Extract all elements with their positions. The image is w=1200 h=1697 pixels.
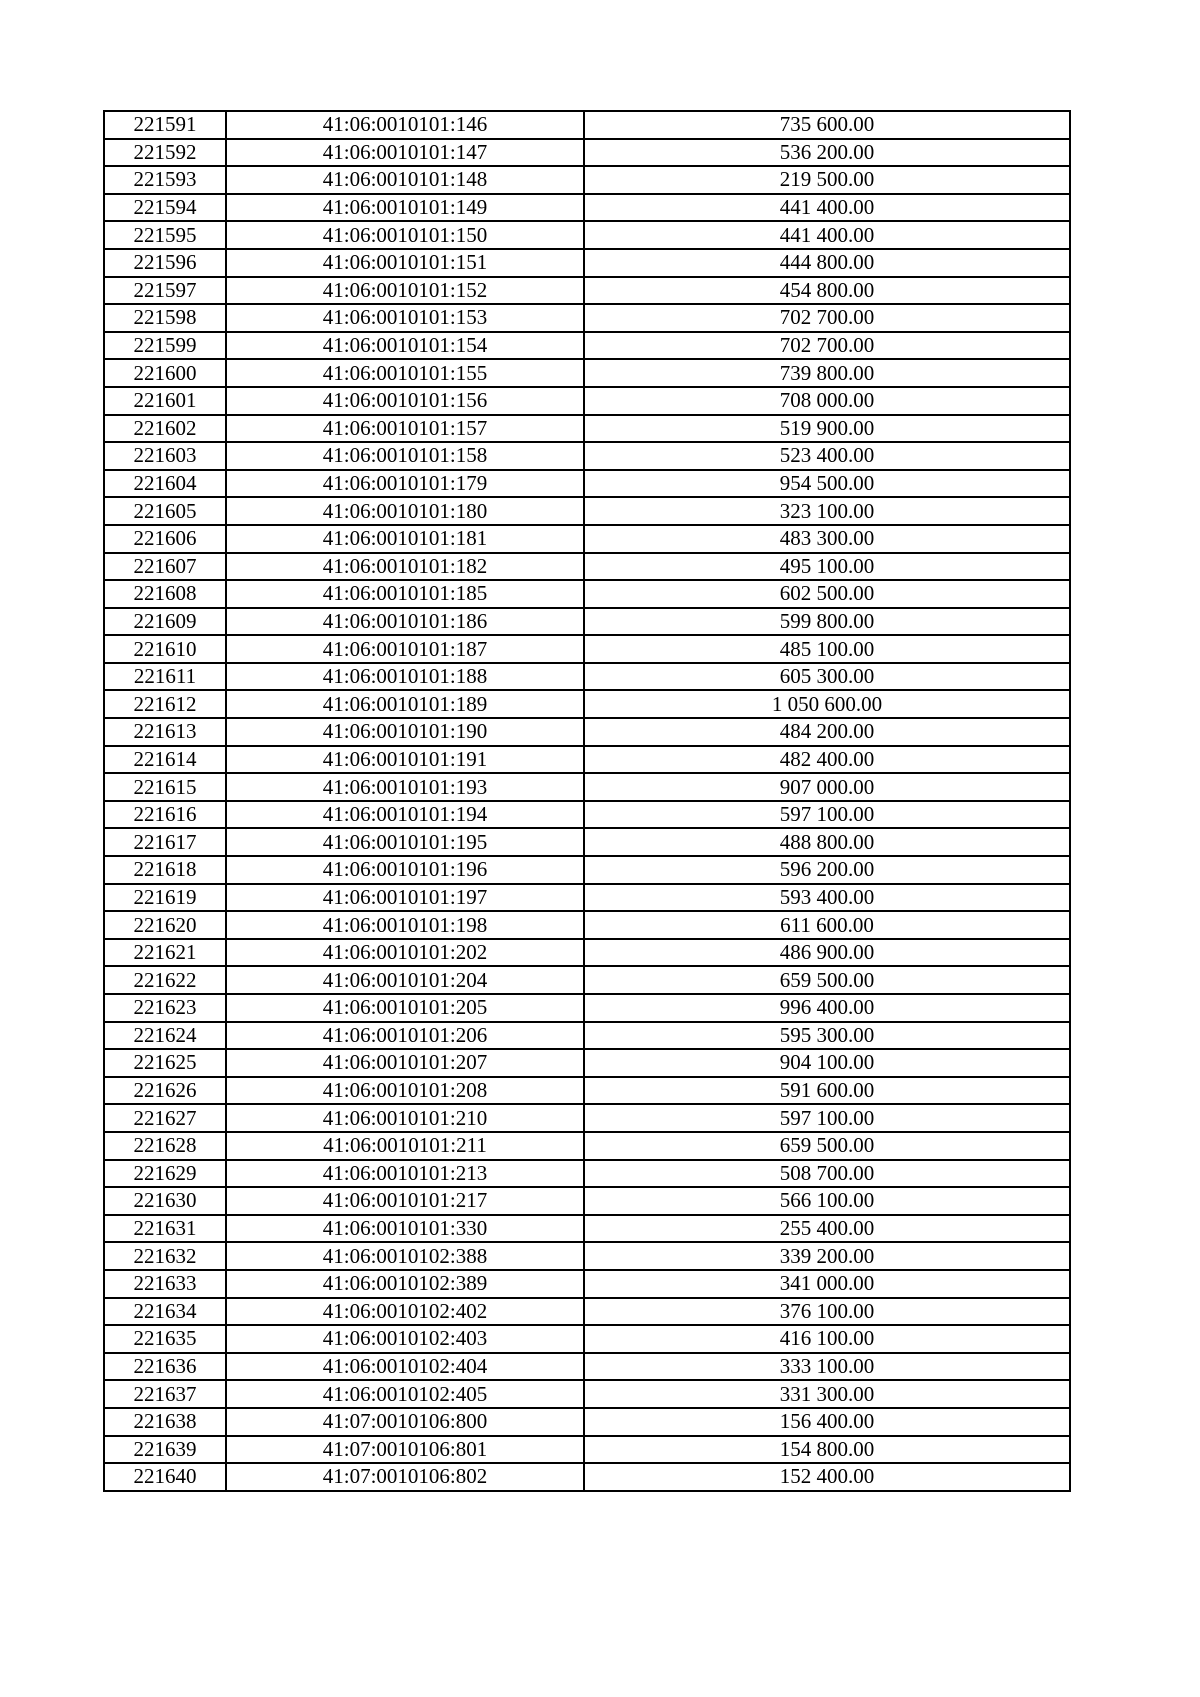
cadastral-value-cell: 599 800.00 [584, 608, 1070, 636]
row-number-cell: 221595 [104, 221, 226, 249]
row-number-cell: 221640 [104, 1463, 226, 1491]
cadastral-number-cell: 41:06:0010101:198 [226, 911, 584, 939]
cadastral-number-cell: 41:06:0010101:152 [226, 277, 584, 305]
table-row [104, 442, 1070, 470]
row-number-cell: 221593 [104, 166, 226, 194]
row-number-cell: 221611 [104, 663, 226, 691]
row-number-cell: 221637 [104, 1380, 226, 1408]
cadastral-value-cell: 659 500.00 [584, 966, 1070, 994]
cadastral-value-cell: 954 500.00 [584, 470, 1070, 498]
row-number-cell: 221591 [104, 111, 226, 139]
cadastral-value-cell: 152 400.00 [584, 1463, 1070, 1491]
cadastral-number-cell: 41:06:0010101:180 [226, 497, 584, 525]
cadastral-number-cell: 41:06:0010101:204 [226, 966, 584, 994]
table-row [104, 1380, 1070, 1408]
table-row [104, 718, 1070, 746]
row-number-cell: 221619 [104, 884, 226, 912]
cadastral-number-cell: 41:06:0010101:186 [226, 608, 584, 636]
cadastral-number-cell: 41:06:0010101:150 [226, 221, 584, 249]
cadastral-number-cell: 41:06:0010101:191 [226, 746, 584, 774]
cadastral-number-cell: 41:06:0010101:208 [226, 1077, 584, 1105]
cadastral-number-cell: 41:06:0010102:388 [226, 1242, 584, 1270]
table-row [104, 1022, 1070, 1050]
table-row [104, 773, 1070, 801]
table-row [104, 359, 1070, 387]
cadastral-value-cell: 483 300.00 [584, 525, 1070, 553]
cadastral-number-cell: 41:06:0010101:187 [226, 635, 584, 663]
table-row [104, 801, 1070, 829]
cadastral-value-cell: 255 400.00 [584, 1215, 1070, 1243]
cadastral-number-cell: 41:06:0010101:157 [226, 415, 584, 443]
row-number-cell: 221598 [104, 304, 226, 332]
row-number-cell: 221638 [104, 1408, 226, 1436]
cadastral-value-cell: 508 700.00 [584, 1160, 1070, 1188]
table-row [104, 828, 1070, 856]
cadastral-number-cell: 41:06:0010101:153 [226, 304, 584, 332]
row-number-cell: 221608 [104, 580, 226, 608]
cadastral-number-cell: 41:06:0010101:196 [226, 856, 584, 884]
row-number-cell: 221627 [104, 1104, 226, 1132]
table-row [104, 911, 1070, 939]
table-row [104, 939, 1070, 967]
row-number-cell: 221601 [104, 387, 226, 415]
cadastral-value-cell: 1 050 600.00 [584, 690, 1070, 718]
cadastral-number-cell: 41:06:0010101:207 [226, 1049, 584, 1077]
cadastral-value-cell: 702 700.00 [584, 332, 1070, 360]
cadastral-number-cell: 41:06:0010101:330 [226, 1215, 584, 1243]
table-row [104, 1353, 1070, 1381]
cadastral-value-cell: 444 800.00 [584, 249, 1070, 277]
table-row [104, 856, 1070, 884]
row-number-cell: 221597 [104, 277, 226, 305]
cadastral-value-cell: 441 400.00 [584, 221, 1070, 249]
cadastral-value-cell: 659 500.00 [584, 1132, 1070, 1160]
cadastral-value-cell: 519 900.00 [584, 415, 1070, 443]
cadastral-value-cell: 605 300.00 [584, 663, 1070, 691]
row-number-cell: 221603 [104, 442, 226, 470]
row-number-cell: 221592 [104, 139, 226, 167]
cadastral-value-cell: 376 100.00 [584, 1298, 1070, 1326]
table-row [104, 966, 1070, 994]
cadastral-value-cell: 907 000.00 [584, 773, 1070, 801]
cadastral-number-cell: 41:06:0010101:149 [226, 194, 584, 222]
table-row [104, 332, 1070, 360]
row-number-cell: 221623 [104, 994, 226, 1022]
row-number-cell: 221629 [104, 1160, 226, 1188]
row-number-cell: 221616 [104, 801, 226, 829]
table-row [104, 1463, 1070, 1491]
row-number-cell: 221613 [104, 718, 226, 746]
cadastral-number-cell: 41:06:0010102:405 [226, 1380, 584, 1408]
cadastral-number-cell: 41:06:0010101:154 [226, 332, 584, 360]
cadastral-value-cell: 333 100.00 [584, 1353, 1070, 1381]
table-row [104, 553, 1070, 581]
cadastral-value-cell: 154 800.00 [584, 1436, 1070, 1464]
table-row [104, 111, 1070, 139]
row-number-cell: 221633 [104, 1270, 226, 1298]
row-number-cell: 221626 [104, 1077, 226, 1105]
table-row [104, 277, 1070, 305]
cadastral-number-cell: 41:06:0010101:189 [226, 690, 584, 718]
table-row [104, 1215, 1070, 1243]
cadastral-value-cell: 593 400.00 [584, 884, 1070, 912]
table-row [104, 194, 1070, 222]
cadastral-number-cell: 41:06:0010101:193 [226, 773, 584, 801]
cadastral-number-cell: 41:06:0010101:181 [226, 525, 584, 553]
cadastral-value-cell: 523 400.00 [584, 442, 1070, 470]
row-number-cell: 221604 [104, 470, 226, 498]
table-row [104, 1104, 1070, 1132]
row-number-cell: 221606 [104, 525, 226, 553]
table-row [104, 387, 1070, 415]
cadastral-number-cell: 41:06:0010101:197 [226, 884, 584, 912]
cadastral-value-cell: 596 200.00 [584, 856, 1070, 884]
row-number-cell: 221630 [104, 1187, 226, 1215]
table-row [104, 470, 1070, 498]
table-row [104, 1132, 1070, 1160]
row-number-cell: 221632 [104, 1242, 226, 1270]
row-number-cell: 221625 [104, 1049, 226, 1077]
row-number-cell: 221618 [104, 856, 226, 884]
cadastral-value-cell: 566 100.00 [584, 1187, 1070, 1215]
row-number-cell: 221615 [104, 773, 226, 801]
row-number-cell: 221635 [104, 1325, 226, 1353]
cadastral-value-cell: 996 400.00 [584, 994, 1070, 1022]
cadastral-number-cell: 41:06:0010101:156 [226, 387, 584, 415]
cadastral-number-cell: 41:07:0010106:800 [226, 1408, 584, 1436]
cadastral-number-cell: 41:06:0010102:389 [226, 1270, 584, 1298]
table-row [104, 1160, 1070, 1188]
cadastral-number-cell: 41:06:0010101:182 [226, 553, 584, 581]
cadastral-value-cell: 495 100.00 [584, 553, 1070, 581]
cadastral-value-cell: 602 500.00 [584, 580, 1070, 608]
cadastral-value-cell: 904 100.00 [584, 1049, 1070, 1077]
row-number-cell: 221599 [104, 332, 226, 360]
cadastral-number-cell: 41:06:0010101:210 [226, 1104, 584, 1132]
table-row [104, 1077, 1070, 1105]
table-row [104, 608, 1070, 636]
table-row [104, 497, 1070, 525]
table-row [104, 1270, 1070, 1298]
row-number-cell: 221639 [104, 1436, 226, 1464]
cadastral-value-cell: 485 100.00 [584, 635, 1070, 663]
cadastral-number-cell: 41:06:0010101:195 [226, 828, 584, 856]
table-row [104, 635, 1070, 663]
row-number-cell: 221636 [104, 1353, 226, 1381]
cadastral-value-cell: 536 200.00 [584, 139, 1070, 167]
row-number-cell: 221634 [104, 1298, 226, 1326]
row-number-cell: 221612 [104, 690, 226, 718]
table-row [104, 139, 1070, 167]
cadastral-number-cell: 41:06:0010101:185 [226, 580, 584, 608]
cadastral-value-cell: 416 100.00 [584, 1325, 1070, 1353]
cadastral-number-cell: 41:07:0010106:802 [226, 1463, 584, 1491]
row-number-cell: 221594 [104, 194, 226, 222]
cadastral-value-cell: 441 400.00 [584, 194, 1070, 222]
cadastral-number-cell: 41:06:0010101:188 [226, 663, 584, 691]
cadastral-number-cell: 41:06:0010101:179 [226, 470, 584, 498]
cadastral-number-cell: 41:06:0010101:155 [226, 359, 584, 387]
cadastral-value-cell: 597 100.00 [584, 801, 1070, 829]
cadastral-value-cell: 597 100.00 [584, 1104, 1070, 1132]
cadastral-number-cell: 41:06:0010101:211 [226, 1132, 584, 1160]
cadastral-value-cell: 484 200.00 [584, 718, 1070, 746]
cadastral-number-cell: 41:06:0010101:206 [226, 1022, 584, 1050]
cadastral-number-cell: 41:06:0010101:190 [226, 718, 584, 746]
cadastral-value-cell: 702 700.00 [584, 304, 1070, 332]
row-number-cell: 221631 [104, 1215, 226, 1243]
row-number-cell: 221622 [104, 966, 226, 994]
row-number-cell: 221609 [104, 608, 226, 636]
cadastral-number-cell: 41:06:0010101:151 [226, 249, 584, 277]
table-row [104, 249, 1070, 277]
table-row [104, 663, 1070, 691]
cadastral-number-cell: 41:06:0010101:217 [226, 1187, 584, 1215]
table-row [104, 690, 1070, 718]
row-number-cell: 221628 [104, 1132, 226, 1160]
table-row [104, 580, 1070, 608]
cadastral-value-cell: 708 000.00 [584, 387, 1070, 415]
cadastral-value-cell: 339 200.00 [584, 1242, 1070, 1270]
table-row [104, 1325, 1070, 1353]
cadastral-number-cell: 41:06:0010101:146 [226, 111, 584, 139]
row-number-cell: 221614 [104, 746, 226, 774]
row-number-cell: 221624 [104, 1022, 226, 1050]
row-number-cell: 221610 [104, 635, 226, 663]
table-row [104, 1049, 1070, 1077]
table-row [104, 415, 1070, 443]
cadastral-value-cell: 591 600.00 [584, 1077, 1070, 1105]
cadastral-value-cell: 323 100.00 [584, 497, 1070, 525]
row-number-cell: 221602 [104, 415, 226, 443]
table-row [104, 221, 1070, 249]
cadastral-value-cell: 595 300.00 [584, 1022, 1070, 1050]
cadastral-number-cell: 41:06:0010101:158 [226, 442, 584, 470]
table-body [104, 111, 1070, 1491]
row-number-cell: 221596 [104, 249, 226, 277]
cadastral-value-cell: 156 400.00 [584, 1408, 1070, 1436]
cadastral-value-cell: 331 300.00 [584, 1380, 1070, 1408]
table-row [104, 304, 1070, 332]
table-row [104, 884, 1070, 912]
cadastral-number-cell: 41:06:0010102:403 [226, 1325, 584, 1353]
cadastral-value-cell: 488 800.00 [584, 828, 1070, 856]
cadastral-value-cell: 735 600.00 [584, 111, 1070, 139]
cadastral-value-cell: 341 000.00 [584, 1270, 1070, 1298]
table-row [104, 166, 1070, 194]
table-row [104, 1408, 1070, 1436]
row-number-cell: 221620 [104, 911, 226, 939]
cadastral-number-cell: 41:06:0010101:202 [226, 939, 584, 967]
cadastral-value-table [103, 110, 1071, 1492]
row-number-cell: 221621 [104, 939, 226, 967]
cadastral-number-cell: 41:06:0010101:194 [226, 801, 584, 829]
cadastral-number-cell: 41:06:0010101:147 [226, 139, 584, 167]
cadastral-number-cell: 41:06:0010102:404 [226, 1353, 584, 1381]
cadastral-number-cell: 41:07:0010106:801 [226, 1436, 584, 1464]
cadastral-number-cell: 41:06:0010101:148 [226, 166, 584, 194]
row-number-cell: 221607 [104, 553, 226, 581]
cadastral-value-cell: 739 800.00 [584, 359, 1070, 387]
table-row [104, 525, 1070, 553]
cadastral-value-cell: 219 500.00 [584, 166, 1070, 194]
table-row [104, 1436, 1070, 1464]
cadastral-value-cell: 482 400.00 [584, 746, 1070, 774]
table-row [104, 1187, 1070, 1215]
cadastral-number-cell: 41:06:0010102:402 [226, 1298, 584, 1326]
row-number-cell: 221605 [104, 497, 226, 525]
cadastral-value-cell: 486 900.00 [584, 939, 1070, 967]
table-row [104, 994, 1070, 1022]
table-row [104, 746, 1070, 774]
table-row [104, 1298, 1070, 1326]
cadastral-value-cell: 611 600.00 [584, 911, 1070, 939]
table-row [104, 1242, 1070, 1270]
cadastral-number-cell: 41:06:0010101:213 [226, 1160, 584, 1188]
cadastral-value-cell: 454 800.00 [584, 277, 1070, 305]
cadastral-number-cell: 41:06:0010101:205 [226, 994, 584, 1022]
row-number-cell: 221617 [104, 828, 226, 856]
row-number-cell: 221600 [104, 359, 226, 387]
